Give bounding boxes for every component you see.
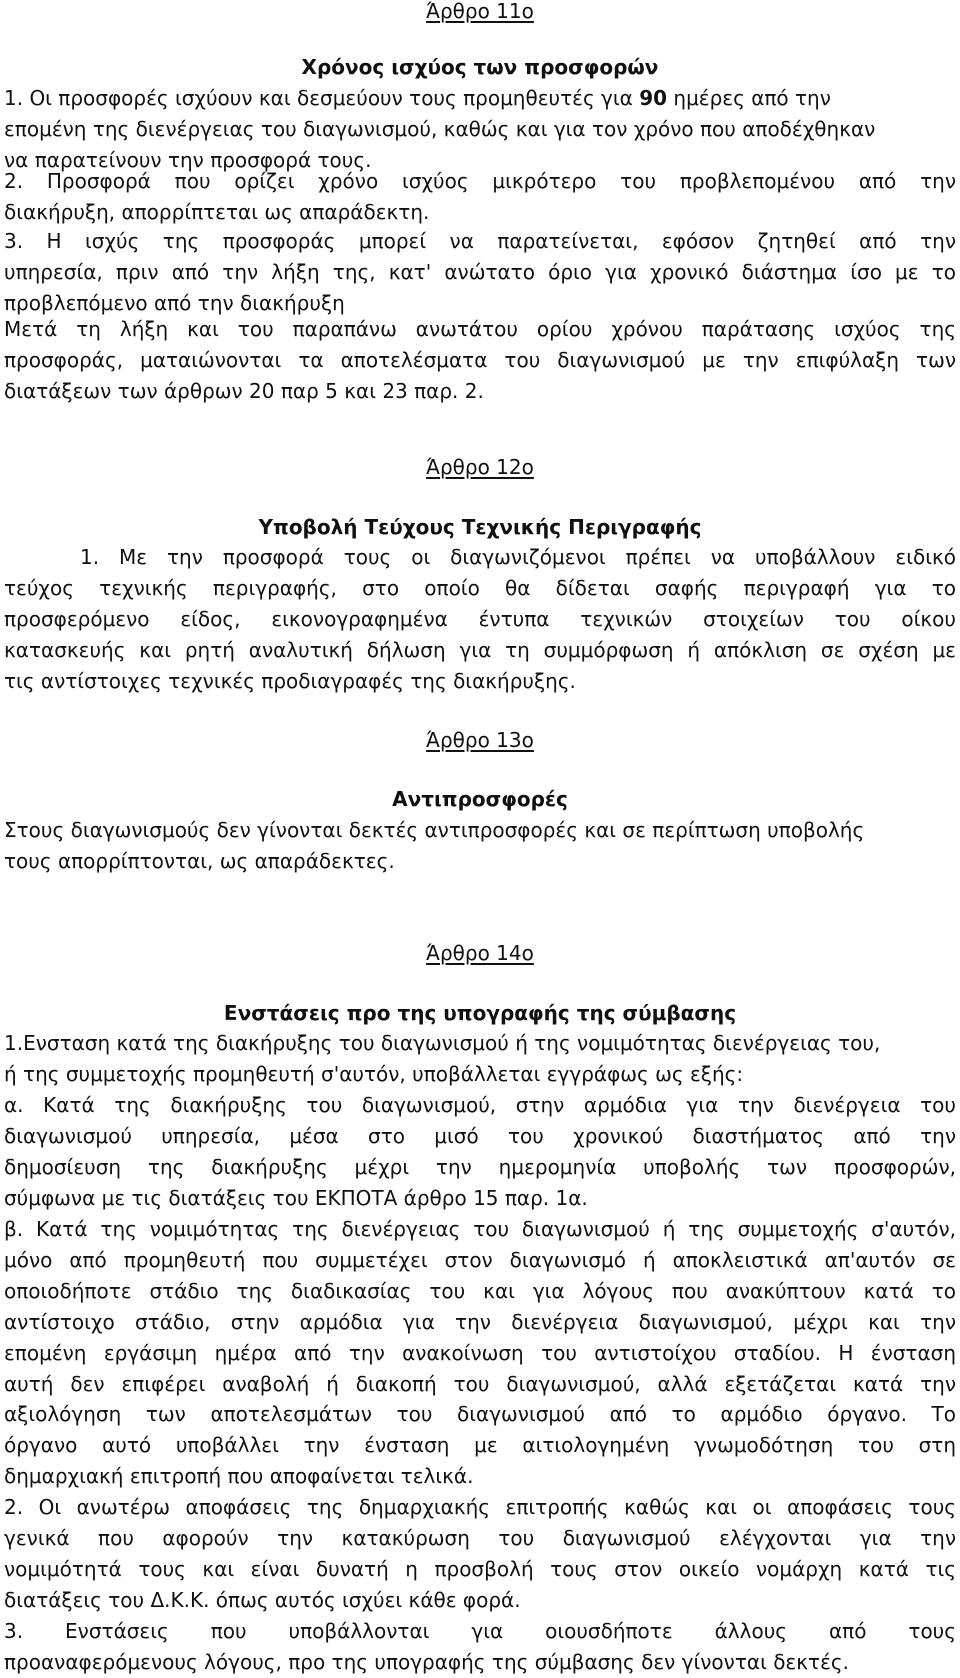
article-11-title: Χρόνος ισχύος των προσφορών <box>301 55 659 79</box>
text-line: τους απορρίπτονται, ως απαράδεκτες. <box>4 848 395 873</box>
text-line: σύμφωνα με τις διατάξεις του ΕΚΠΟΤΑ άρθρο 15 παρ. 1α. <box>4 1185 588 1210</box>
text-line: οποιοδήποτε στάδιο της διαδικασίας του και για λόγους που ανακύπτουν κατά το <box>4 1278 956 1303</box>
article-13-heading <box>4 725 956 756</box>
text-line: δημοσίευση της διακήρυξης μέχρι την ημερομηνία υποβολής των προσφορών, <box>4 1154 956 1179</box>
text-line: όργανο αυτό υποβάλλει την ένσταση με αιτιολογημένη γνωμοδότηση του στη <box>4 1433 956 1458</box>
text-line: 3. Ενστάσεις που υποβάλλονται για οιουσδήποτε άλλους από τους <box>4 1619 956 1643</box>
article-12-heading-text: Άρθρο 12ο <box>426 455 534 479</box>
text-line: διατάξεις του Δ.Κ.Κ. όπως αυτός ισχύει κάθε φορά. <box>4 1587 521 1612</box>
article-11-paragraph-3 <box>4 226 956 319</box>
text-line: επομένη της διενέργειας του διαγωνισμού, καθώς και για τον χρόνο που αποδέχθηκαν <box>4 116 876 141</box>
article-14-title: Ενστάσεις προ της υπογραφής της σύμβασης <box>223 1001 737 1025</box>
text-line: κατασκευής και ρητή αναλυτική δήλωση για τη συμμόρφωση ή απόκλιση σε σχέση με <box>4 637 956 662</box>
text-line: αξιολόγηση των αποτελεσμάτων του διαγωνισμού από το αρμόδιο όργανο. Το <box>4 1402 956 1427</box>
text-line: να παρατείνουν την προσφορά τους. <box>4 147 372 172</box>
article-12-paragraph-1 <box>4 542 956 697</box>
text-line: μόνο από προμηθευτή που συμμετέχει στον διαγωνισμό ή αποκλειστικά απ'αυτόν σε <box>4 1247 956 1272</box>
text-line: διακήρυξη, απορρίπτεται ως απαράδεκτη. <box>4 199 430 224</box>
article-11-paragraph-4 <box>4 314 956 407</box>
article-11-heading <box>4 0 956 27</box>
article-11-heading-text: Άρθρο 11ο <box>426 0 534 23</box>
article-14-paragraph-2 <box>4 1492 956 1616</box>
text-line: β. Κατά της νομιμότητας της διενέργειας του διαγωνισμού ή της συμμετοχής σ'αυτόν, <box>4 1217 956 1241</box>
text-line: Μετά τη λήξη και του παραπάνω ανωτάτου ορίου χρόνου παράτασης ισχύος της <box>4 317 956 341</box>
text-line: νομιμότητά τους και είναι δυνατή η προσβολή τους στον οικείο νομάρχη κατά τις <box>4 1556 956 1581</box>
text-line: γενικά που αφορούν την κατακύρωση του διαγωνισμού ελέγχονται για την <box>4 1525 956 1550</box>
text-line: διατάξεων των άρθρων 20 παρ 5 και 23 παρ. 2. <box>4 378 484 403</box>
text-line: διαγωνισμού υπηρεσία, μέσα στο μισό του χρονικού διαστήματος από την <box>4 1123 956 1148</box>
text-line: αυτή δεν επιφέρει αναβολή ή διακοπή του διαγωνισμού, αλλά εξετάζεται κατά την <box>4 1371 956 1396</box>
article-14-paragraph-b <box>4 1214 956 1492</box>
text-line: δημαρχιακή επιτροπή που αποφαίνεται τελικά. <box>4 1464 474 1489</box>
article-14-heading-text: Άρθρο 14ο <box>426 941 534 965</box>
text-line: τεύχος τεχνικής περιγραφής, στο οποίο θα δίδεται σαφής περιγραφή για το <box>4 575 956 600</box>
text-line: προαναφερόμενους λόγους, προ της υπογραφής της σύμβασης δεν γίνονται δεκτές. <box>4 1649 849 1674</box>
days-value: 90 <box>639 86 668 110</box>
text-line: 1. Με την προσφορά τους οι διαγωνιζόμενοι πρέπει να υποβάλλουν ειδικό <box>80 545 956 569</box>
article-13-heading-text: Άρθρο 13ο <box>426 728 534 752</box>
article-12-title: Υποβολή Τεύχους Τεχνικής Περιγραφής <box>258 515 702 539</box>
article-12-heading <box>4 452 956 483</box>
text-line: υπηρεσία, πριν από την λήξη της, κατ' ανώτατο όριο για χρονικό διάστημα ίσο με το <box>4 259 956 284</box>
article-13-title: Αντιπροσφορές <box>392 787 568 811</box>
article-14-heading <box>4 938 956 969</box>
article-11-paragraph-1 <box>4 83 956 176</box>
text-line: 1. Οι προσφορές ισχύουν και δεσμεύουν τους προμηθευτές για 90 ημέρες από την <box>4 86 831 110</box>
text-line: 1.Ενσταση κατά της διακήρυξης του διαγωνισμού ή της νομιμότητας διενέργειας του, <box>4 1031 881 1055</box>
article-11-paragraph-2 <box>4 166 956 228</box>
text-line: 2. Προσφορά που ορίζει χρόνο ισχύος μικρότερο του προβλεπομένου από την <box>4 169 956 193</box>
text-line: 3. Η ισχύς της προσφοράς μπορεί να παρατείνεται, εφόσον ζητηθεί από την <box>4 229 956 253</box>
text-line: τις αντίστοιχες τεχνικές προδιαγραφές της διακήρυξης. <box>4 668 576 693</box>
text-line: ή της συμμετοχής προμηθευτή σ'αυτόν, υποβάλλεται εγγράφως ως εξής: <box>4 1061 744 1086</box>
text-line: αντίστοιχο στάδιο, στην αρμόδια για την διενέργεια διαγωνισμού, μέχρι και την <box>4 1309 956 1334</box>
text-line: α. Κατά της διακήρυξης του διαγωνισμού, στην αρμόδια για την διενέργεια του <box>4 1093 956 1117</box>
text-line: 2. Οι ανωτέρω αποφάσεις της δημαρχιακής επιτροπής καθώς και οι αποφάσεις τους <box>4 1495 956 1519</box>
text-line: προσφοράς, ματαιώνονται τα αποτελέσματα του διαγωνισμού με την επιφύλαξη των <box>4 347 956 372</box>
article-13-paragraph-1 <box>4 815 956 877</box>
text-line: προβλεπόμενο από την διακήρυξη <box>4 290 345 315</box>
article-14-paragraph-1 <box>4 1028 956 1090</box>
article-14-paragraph-a <box>4 1090 956 1214</box>
text-line: επομένη εργάσιμη ημέρα από την ανακοίνωση του αντιστοίχου σταδίου. Η ένσταση <box>4 1340 956 1365</box>
text-line: προσφερόμενο είδος, εικονογραφημένα έντυπα τεχνικών στοιχείων του οίκου <box>4 606 956 631</box>
text-line: Στους διαγωνισμούς δεν γίνονται δεκτές αντιπροσφορές και σε περίπτωση υποβολής <box>4 818 865 842</box>
